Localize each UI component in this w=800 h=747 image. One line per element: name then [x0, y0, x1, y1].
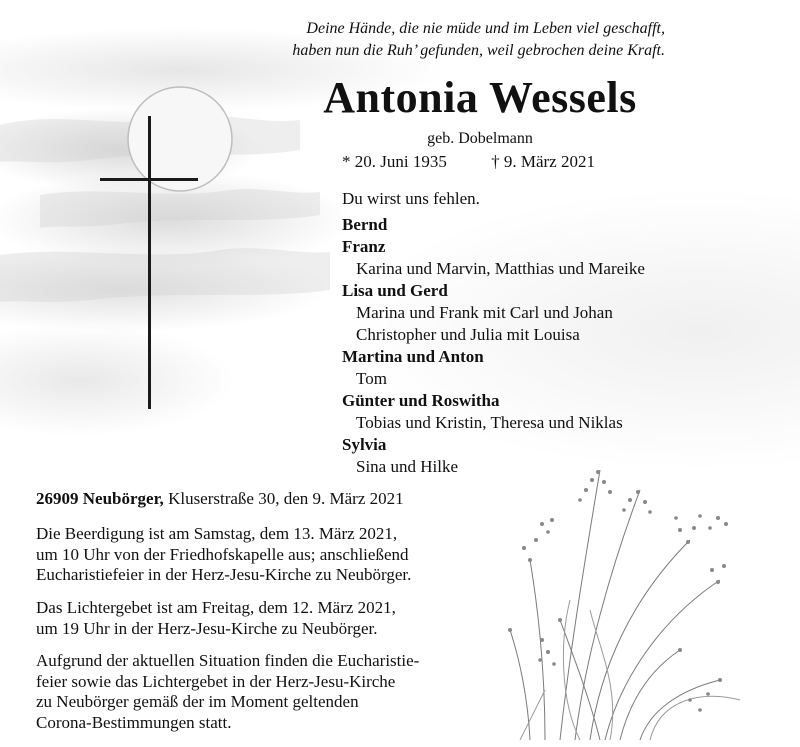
- notice-line: Corona-Bestimmungen statt.: [36, 712, 232, 732]
- mourner-members: Marina und Frank mit Carl und Johan: [356, 303, 613, 322]
- notice-line: Die Beerdigung ist am Samstag, dem 13. März 2021,: [36, 524, 398, 543]
- notice-line: Eucharistiefeier in der Herz-Jesu-Kirche zu Neubörger.: [36, 565, 412, 584]
- grass-seeds: [508, 470, 728, 712]
- notice-line: Aufgrund der aktuellen Situation finden die Eucharistie-: [36, 651, 420, 670]
- notice-line: feier sowie das Lichtergebet in der Herz-Jesu-Kirche: [36, 671, 396, 691]
- covid-notice: [36, 651, 496, 733]
- deceased-name: Antonia Wessels: [323, 73, 637, 122]
- mourner-members: Tobias und Kristin, Theresa und Niklas: [356, 413, 623, 432]
- life-dates: [342, 152, 595, 172]
- moon-icon: [128, 87, 232, 191]
- place-city: 26909 Neubörger,: [36, 489, 164, 508]
- mourner-members: Christopher und Julia mit Louisa: [356, 325, 580, 344]
- memorial-quote: [270, 18, 665, 62]
- place-address-date: Kluserstraße 30, den 9. März 2021: [163, 489, 404, 508]
- maiden-name: geb. Dobelmann: [427, 130, 533, 147]
- place-date: [36, 489, 404, 509]
- notice-line: um 19 Uhr in der Herz-Jesu-Kirche zu Neubörger.: [36, 618, 378, 638]
- mourner-name: Günter und Roswitha: [342, 391, 500, 410]
- mourner-name: Sylvia: [342, 435, 387, 454]
- quote-line: haben nun die Ruh’ gefunden, weil gebrochen deine Kraft.: [292, 42, 665, 59]
- notice-line: Das Lichtergebet ist am Freitag, dem 12. März 2021,: [36, 598, 396, 617]
- quote-line: Deine Hände, die nie müde und im Leben viel geschafft,: [306, 20, 665, 37]
- mourner-members: Sina und Hilke: [356, 457, 458, 476]
- mourner-name: Franz: [342, 237, 386, 256]
- farewell-text: Du wirst uns fehlen.: [342, 189, 480, 208]
- notice-line: um 10 Uhr von der Friedhofskapelle aus; anschließend: [36, 544, 409, 564]
- funeral-notice: [36, 524, 496, 586]
- birth-date: * 20. Juni 1935: [342, 152, 447, 171]
- notice-line: zu Neubörger gemäß der im Moment geltenden: [36, 692, 359, 711]
- mourner-name: Martina und Anton: [342, 347, 484, 366]
- mourner-members: Karina und Marvin, Matthias und Mareike: [356, 259, 645, 278]
- prayer-notice: [36, 598, 496, 639]
- mourners-list: [342, 214, 782, 478]
- mourner-name: Lisa und Gerd: [342, 281, 448, 300]
- death-date: † 9. März 2021: [491, 152, 595, 171]
- mourner-name: Bernd: [342, 215, 388, 234]
- mourner-members: Tom: [356, 369, 387, 388]
